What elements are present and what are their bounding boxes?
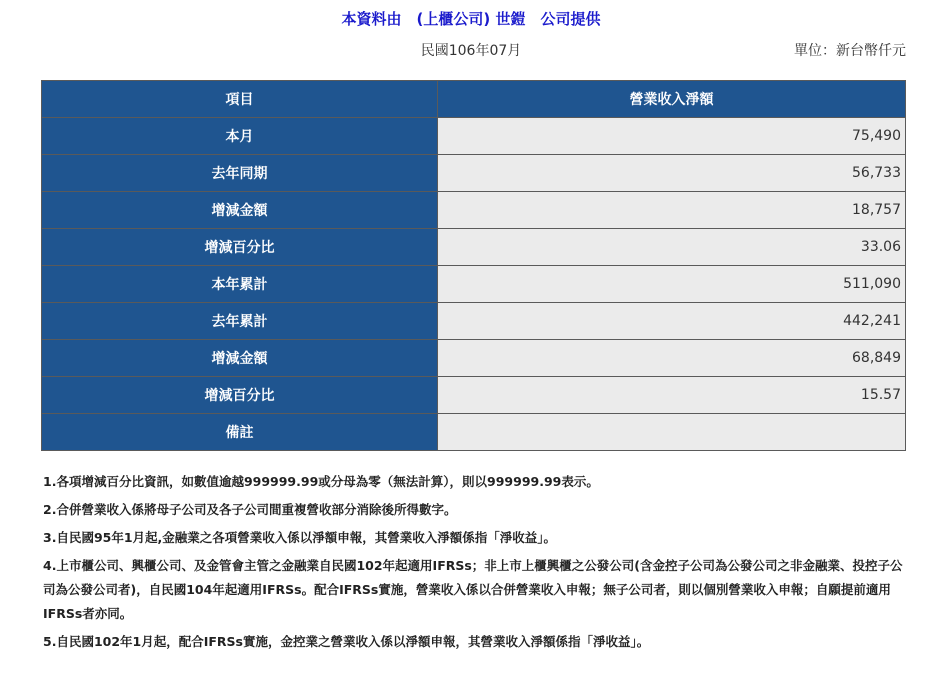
row-value: 75,490 — [438, 118, 906, 155]
row-label: 本月 — [42, 118, 438, 155]
table-row — [42, 118, 906, 155]
row-value: 68,849 — [438, 340, 906, 377]
row-value: 56,733 — [438, 155, 906, 192]
report-period: 民國106年07月 — [420, 43, 522, 59]
row-value — [438, 414, 906, 451]
row-value: 33.06 — [438, 229, 906, 266]
table-row — [42, 192, 906, 229]
note-item: 2.合併營業收入係將母子公司及各子公司間重複營收部分消除後所得數字。 — [43, 502, 457, 517]
note-item: 4.上市櫃公司、興櫃公司、及金管會主管之金融業自民國102年起適用IFRSs；非上市上櫃興櫃之公發公司(含金控子公司為公發公司之非金融業、投控子公司為公發公司者)，自民國104年起適用IFRSs。配合IFRSs實施，營業收入係以合併營業收入申報；無子公司者，則以個別營業收入申報；自願提前適用IFRSs者亦同。 — [43, 558, 903, 621]
note-item: 1.各項增減百分比資訊，如數值逾越999999.99或分母為零（無法計算），則以999999.99表示。 — [43, 474, 599, 489]
row-label: 增減百分比 — [42, 229, 438, 266]
row-label: 去年同期 — [42, 155, 438, 192]
currency-unit: 單位：新台幣仟元 — [794, 43, 906, 59]
notes-section — [43, 470, 903, 658]
row-label: 增減百分比 — [42, 377, 438, 414]
row-label: 增減金額 — [42, 192, 438, 229]
table-row — [42, 414, 906, 451]
column-header-revenue: 營業收入淨額 — [438, 81, 906, 118]
row-label: 去年累計 — [42, 303, 438, 340]
table-header-row — [42, 81, 906, 118]
note-item: 5.自民國102年1月起，配合IFRSs實施，金控業之營業收入係以淨額申報，其營業收入淨額係指「淨收益」。 — [43, 634, 650, 649]
note-item: 3.自民國95年1月起,金融業之各項營業收入係以淨額申報，其營業收入淨額係指「淨收益」。 — [43, 530, 557, 545]
table-row — [42, 377, 906, 414]
table-row — [42, 340, 906, 377]
row-value: 15.57 — [438, 377, 906, 414]
row-value: 511,090 — [438, 266, 906, 303]
row-label: 本年累計 — [42, 266, 438, 303]
row-value: 442,241 — [438, 303, 906, 340]
row-value: 18,757 — [438, 192, 906, 229]
table-row — [42, 229, 906, 266]
revenue-table — [41, 80, 906, 451]
row-label: 備註 — [42, 414, 438, 451]
table-row — [42, 155, 906, 192]
row-label: 增減金額 — [42, 340, 438, 377]
table-row — [42, 266, 906, 303]
table-row — [42, 303, 906, 340]
page-title: 本資料由 (上櫃公司) 世鎧 公司提供 — [341, 10, 601, 28]
column-header-item: 項目 — [42, 81, 438, 118]
